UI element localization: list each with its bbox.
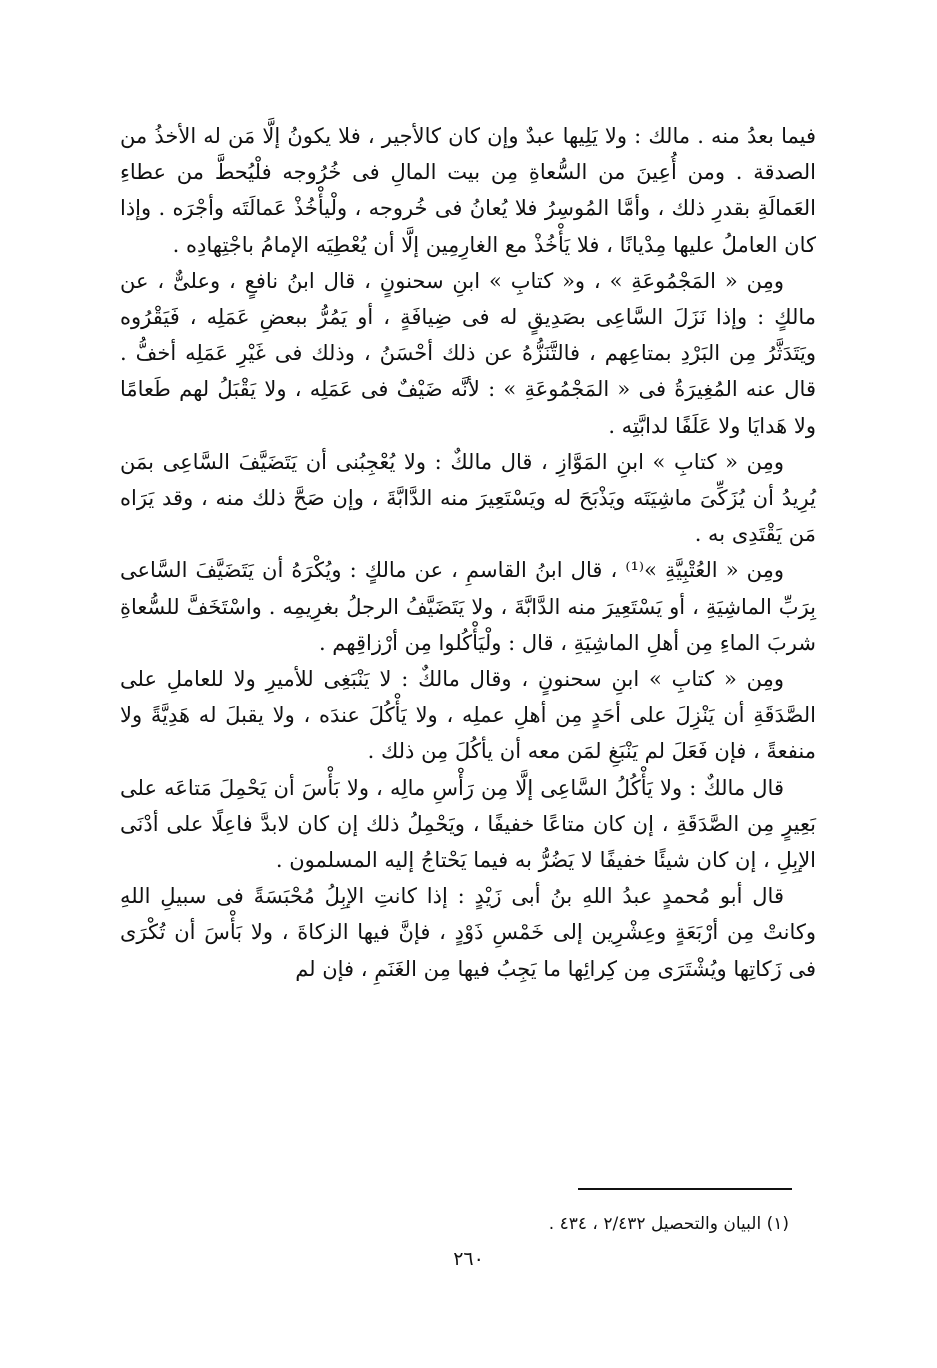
paragraph-7: قال أبو مُحمدٍ عبدُ اللهِ بنُ أبى زَيْدٍ : إذا كانتِ الإبِلُ مُحْبَسَةً فى سبيلِ اللهِ وكانتْ مِن أرْبَعَةٍ وعِشْرِين إلى خَمْسِ ذَوْدٍ ، فإنَّ فيها الزكاةَ ، ولا بَأْسَ أن تُكْرَى فى زَكاتِها ويُشْتَرَى مِن كِرائِها ما يَجِبُ فيها مِن الغَنَمِ ، فإن لم <box>120 884 816 981</box>
main-text <box>120 118 816 987</box>
paragraph-6: قال مالكٌ : ولا يَأْكُلُ السَّاعِى إلَّا مِن رَأْسِ مالِه ، ولا بَأْسَ أن يَحْمِلَ مَتاعَه على بَعِيرٍ مِن الصَّدَقَةِ ، إن كان متاعًا خفيفًا ، ويَحْمِلُ ذلك إن كان لابدَّ فاعِلًا على أدْنَى الإبِلِ ، إن كان شيئًا خفيفًا لا يَضُرُّ به فيما يَحْتاجُ إليه المسلمون . <box>120 775 816 873</box>
paragraph-3: ومِن « كتابِ » ابنِ المَوَّازِ ، قال مالكٌ : ولا يُعْجِبُنى أن يَتَضَيَّفَ السَّاعِى بمَن يُرِيدُ أن يُزَكِّىَ ماشِيَتَه ويَذْبَحَ له ويَسْتَعِيرَ منه الدَّابَّةَ ، وإن صَحَّ ذلك منه ، وقد يَرَاه مَن يَقْتَدِى به . <box>120 449 816 547</box>
paragraph-1: فيما بعدُ منه . مالك : ولا يَلِيها عبدٌ وإن كان كالأجير ، فلا يكونُ إلَّا مَن له الأخذُ من الصدقة . ومن أُعِينَ من السُّعاةِ مِن بيت المالِ فى خُرُوجه فلْيُحطَّ من عطاءِ العَمالَةِ بقدرِ ذلك ، وأمَّا المُوسِرُ فلا يُعانُ فى خُروجه ، ولْيأْخُذْ عَمالَتَه وأجْرَه . وإذا كان العاملُ عليها مِدْيانًا ، فلا يَأْخُذْ مع الغارِمِين إلَّا أن يُعْطِيَه الإمامُ باجْتِهادِه . <box>120 124 816 257</box>
paragraph-4: ومِن « العُتْبِيَّةِ »⁽¹⁾ ، قال ابنُ القاسمِ ، عن مالكٍ : ويُكْرَهُ أن يَتَضَيَّفَ السَّاعى بِرَبِّ الماشِيَةِ ، أو يَسْتَعِيرَ منه الدَّابَّةَ ، ولا يَتَضَيَّفُ الرجلُ بغرِيمِه . واسْتَخَفَّ للسُّعاةِ شربَ الماءِ مِن أهلِ الماشِيَةِ ، قال : ولْيَأْكُلوا مِن أرْزاقِهم . <box>120 558 816 655</box>
footnote-divider <box>578 1188 792 1190</box>
paragraph-5: ومِن « كتابِ » ابنِ سحنونٍ ، وقال مالكٌ : لا يَنْبَغِى للأميرِ ولا للعاملِ على الصَّدَقَةِ أن يَنْزِلَ على أحَدٍ مِن أهلِ عملِه ، ولا يَأْكُلَ عندَه ، ولا يقبلَ له هَدِيَّةً ولا منفعةً ، فإن فَعَلَ لم يَنْبَغِ لمَن معه أن يأكُلَ مِن ذلك . <box>120 667 816 764</box>
paragraph-2: ومِن « المَجْمُوعَةِ » ، و« كتابِ » ابنِ سحنونٍ ، قال ابنُ نافعٍ ، وعلىٌّ ، عن مالكٍ : وإذا نَزَلَ السَّاعِى بصَدِيقٍ له فى ضِيافَةٍ ، أو يَمُرُّ ببعضِ عَمَلِه ، فَيَقْرُوه ويَتَدَثَّرُ مِن البَرْدِ بمتاعِهم ، فالتَّنَزُّهُ عن ذلك أحْسَنُ ، وذلك فى غَيْرِ عَمَلِه أخفُّ . قال عنه المُغِيرَةُ فى « المَجْمُوعَةِ » : لأنَّه ضَيْفٌ فى عَمَلِه ، ولا يَقْبَلُ لهم طَعامًا ولا هَدايَا ولا عَلَفًا لدابَّتِه . <box>120 268 816 438</box>
page-number: ٢٦٠ <box>453 1248 484 1270</box>
footnote: (١) البيان والتحصيل ٢/٤٣٢ ، ٤٣٤ . <box>548 1214 789 1234</box>
